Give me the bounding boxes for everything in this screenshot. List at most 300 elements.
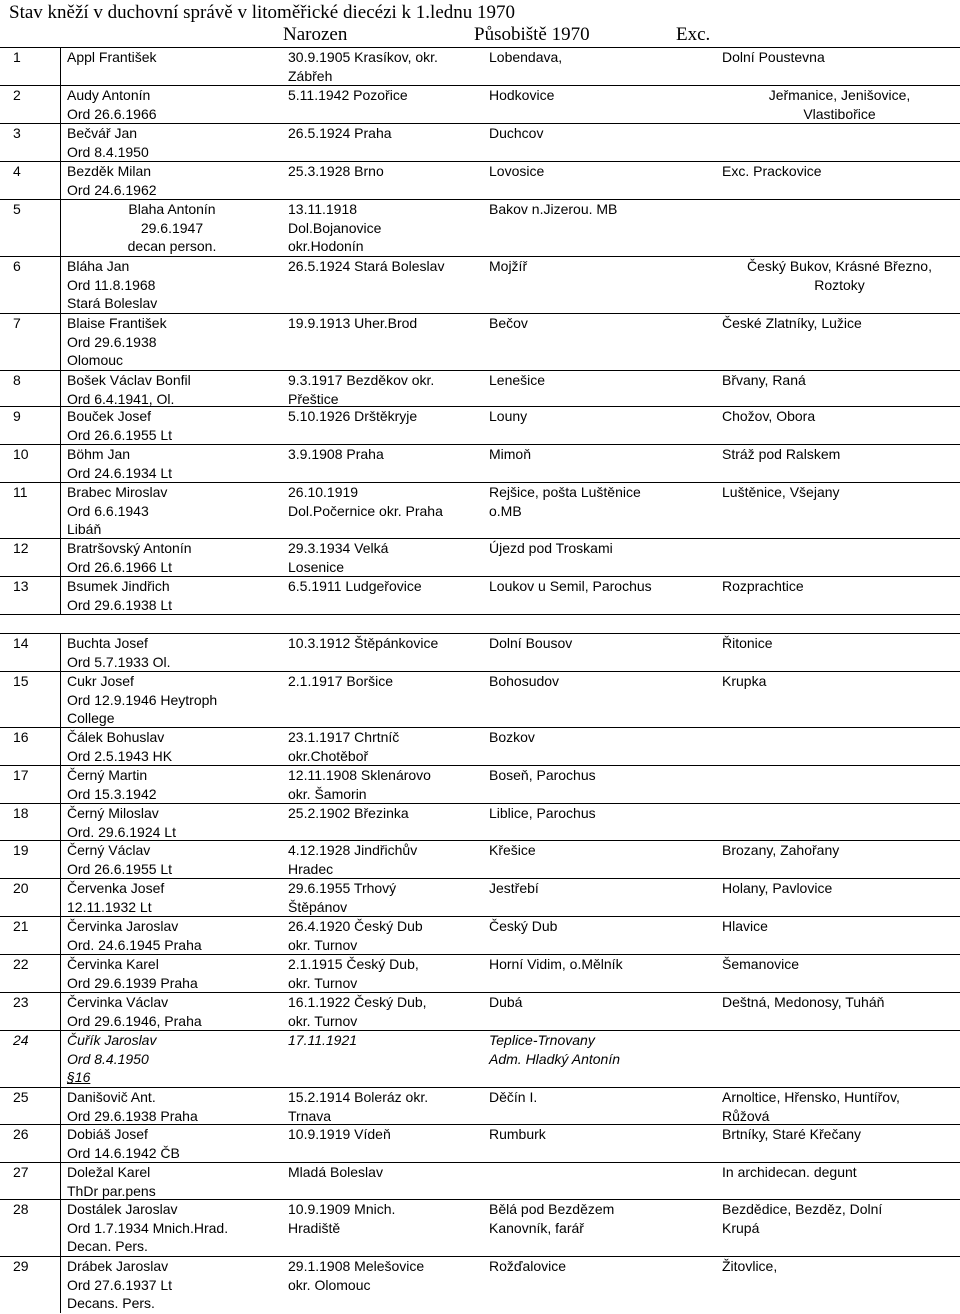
row-number: 14 <box>13 635 29 651</box>
cell-exc <box>722 371 957 390</box>
name-line: Ord 8.4.1950 <box>67 1050 149 1067</box>
born-line: 2.1.1917 Boršice <box>288 673 394 689</box>
cell-name <box>67 257 277 313</box>
cell-name <box>67 314 277 370</box>
table-row <box>0 1124 960 1163</box>
cell-place <box>489 162 719 181</box>
cell-place <box>489 804 719 823</box>
exc-line: Exc. Prackovice <box>722 163 822 179</box>
row-number: 11 <box>13 484 28 500</box>
exc-line: Hlavice <box>722 918 768 934</box>
born-line: 26.10.1919 <box>288 484 359 500</box>
cell-place <box>489 407 719 426</box>
cell-name <box>67 672 277 728</box>
cell-born <box>288 257 483 276</box>
cell-name <box>67 371 277 408</box>
cell-exc <box>722 577 957 596</box>
exc-line: Šemanovice <box>722 956 800 972</box>
cell-born <box>288 1257 483 1294</box>
name-line: Stará Boleslav <box>67 295 158 311</box>
table-row <box>0 538 960 577</box>
cell-exc <box>722 162 957 181</box>
page-title: Stav kněží v duchovní správě v litoměřické diecézi k 1.lednu 1970 <box>9 2 515 23</box>
cell-exc <box>722 86 957 123</box>
cell-born <box>288 124 483 143</box>
born-line: 30.9.1905 Krasíkov, okr. <box>288 49 438 65</box>
row-number: 19 <box>13 842 29 858</box>
exc-line: Řitonice <box>722 635 773 651</box>
name-line: Böhm Jan <box>67 446 131 462</box>
cell-place <box>489 993 719 1012</box>
born-line: 10.9.1919 Vídeň <box>288 1126 391 1142</box>
cell-name <box>67 1163 277 1200</box>
cell-place <box>489 634 719 653</box>
cell-name <box>67 124 277 161</box>
born-line: Dol.Bojanovice <box>288 219 382 236</box>
exc-line: Vlastibořice <box>803 105 876 122</box>
cell-exc <box>722 483 957 502</box>
name-line: Bláha Jan <box>67 258 130 274</box>
cell-born <box>288 804 483 823</box>
place-line: Adm. Hladký Antonín <box>489 1050 620 1067</box>
name-line: Ord 29.6.1939 Praha <box>67 974 198 991</box>
name-line: Decans. Pers. <box>67 1295 155 1311</box>
cell-name <box>67 879 277 916</box>
cell-exc <box>722 955 957 974</box>
cell-name <box>67 1125 277 1162</box>
exc-line: Dolní Poustevna <box>722 49 825 65</box>
name-line: Blaha Antonín <box>128 201 216 217</box>
name-line: Ord 29.6.1938 <box>67 333 157 350</box>
column-divider <box>60 47 61 614</box>
cell-place <box>489 314 719 333</box>
exc-line: Žitovlice, <box>722 1258 778 1274</box>
cell-born <box>288 407 483 426</box>
row-number: 21 <box>13 918 29 934</box>
cell-born <box>288 993 483 1030</box>
row-number: 7 <box>13 315 21 331</box>
cell-place <box>489 124 719 143</box>
cell-born <box>288 955 483 992</box>
name-line: Ord 15.3.1942 <box>67 785 157 802</box>
name-line: §16 <box>67 1069 91 1085</box>
name-line: Cukr Josef <box>67 673 134 689</box>
exc-line: Krupá <box>722 1219 760 1236</box>
cell-place <box>489 955 719 974</box>
name-line: Ord 24.6.1934 Lt <box>67 464 173 481</box>
row-number: 24 <box>13 1032 29 1048</box>
born-line: 12.11.1908 Sklenárovo <box>288 767 431 783</box>
row-number: 27 <box>13 1164 29 1180</box>
name-line: Červenka Josef <box>67 880 165 896</box>
name-line: Ord 26.6.1966 <box>67 105 157 122</box>
place-line: Loukov u Semil, Parochus <box>489 578 652 594</box>
name-line: Ord 24.6.1962 <box>67 181 157 198</box>
cell-born <box>288 917 483 954</box>
header-exc: Exc. <box>676 24 711 45</box>
cell-place <box>489 1257 719 1276</box>
cell-name <box>67 539 277 576</box>
cell-place <box>489 672 719 691</box>
cell-exc <box>722 1163 957 1182</box>
exc-line: Stráž pod Ralskem <box>722 446 841 462</box>
place-line: Křešice <box>489 842 536 858</box>
born-line: okr. Olomouc <box>288 1276 371 1293</box>
cell-name <box>67 728 277 765</box>
name-line: Ord 27.6.1937 Lt <box>67 1276 173 1293</box>
table-row <box>0 992 960 1031</box>
place-line: Jestřebí <box>489 880 539 896</box>
name-line: Ord 26.6.1955 Lt <box>67 860 173 877</box>
name-line: Černý Martin <box>67 767 148 783</box>
place-line: Újezd pod Troskami <box>489 540 613 556</box>
cell-exc <box>722 841 957 860</box>
table-row <box>0 803 960 841</box>
cell-name <box>67 634 277 671</box>
place-line: Mimoň <box>489 446 532 462</box>
cell-name <box>67 766 277 803</box>
row-number: 28 <box>13 1201 29 1217</box>
table-row <box>0 85 960 124</box>
table-bottom-border <box>0 614 960 615</box>
cell-place <box>489 841 719 860</box>
name-line: Bsumek Jindřich <box>67 578 170 594</box>
born-line: Zábřeh <box>288 67 333 84</box>
place-line: Horní Vidim, o.Mělník <box>489 956 623 972</box>
exc-line: Krupka <box>722 673 767 689</box>
cell-name <box>67 577 277 614</box>
cell-exc <box>722 917 957 936</box>
cell-exc <box>722 1200 957 1237</box>
cell-born <box>288 48 483 85</box>
name-line: Ord 6.4.1941, Ol. <box>67 390 175 407</box>
cell-exc <box>722 257 957 294</box>
place-line: Dolní Bousov <box>489 635 573 651</box>
table-row <box>0 406 960 445</box>
table-row <box>0 47 960 86</box>
born-line: 10.3.1912 Štěpánkovice <box>288 635 439 651</box>
cell-born <box>288 1163 483 1182</box>
cell-place <box>489 917 719 936</box>
row-number: 22 <box>13 956 29 972</box>
born-line: Štěpánov <box>288 898 348 915</box>
row-number: 13 <box>13 578 29 594</box>
name-line: Černý Václav <box>67 842 151 858</box>
table-row <box>0 256 960 314</box>
born-line: 19.9.1913 Uher.Brod <box>288 315 418 331</box>
name-line: Ord 26.6.1966 Lt <box>67 558 173 575</box>
name-line: Appl František <box>67 49 157 65</box>
cell-name <box>67 1088 277 1125</box>
row-number: 4 <box>13 163 21 179</box>
cell-born <box>288 86 483 105</box>
cell-born <box>288 879 483 916</box>
cell-exc <box>722 1257 957 1276</box>
table-row <box>0 840 960 879</box>
place-line: Bakov n.Jizerou. MB <box>489 201 618 217</box>
place-line: Bečov <box>489 315 528 331</box>
name-line: Ord 5.7.1933 Ol. <box>67 653 171 670</box>
cell-place <box>489 879 719 898</box>
born-line: Trnava <box>288 1107 332 1124</box>
table-row <box>0 370 960 407</box>
cell-born <box>288 1088 483 1125</box>
table-row <box>0 576 960 615</box>
cell-name <box>67 917 277 954</box>
place-line: Rumburk <box>489 1126 546 1142</box>
cell-exc <box>722 1125 957 1144</box>
born-line: Hradec <box>288 860 334 877</box>
born-line: 25.3.1928 Brno <box>288 163 384 179</box>
table-row <box>0 916 960 955</box>
name-line: Ord 29.6.1938 Praha <box>67 1107 198 1124</box>
born-line: okr.Chotěboř <box>288 747 369 764</box>
born-line: 23.1.1917 Chrtníč <box>288 729 400 745</box>
table-row <box>0 1087 960 1125</box>
place-line: Rejšice, pošta Luštěnice <box>489 484 641 500</box>
row-number: 17 <box>13 767 29 783</box>
table-row <box>0 633 960 672</box>
name-line: Ord. 29.6.1924 Lt <box>67 823 176 840</box>
cell-place <box>489 1125 719 1144</box>
cell-born <box>288 371 483 408</box>
table-row <box>0 444 960 483</box>
born-line: Hradiště <box>288 1219 341 1236</box>
row-number: 26 <box>13 1126 29 1142</box>
row-number: 23 <box>13 994 29 1010</box>
exc-line: Růžová <box>722 1107 770 1124</box>
cell-place <box>489 1031 719 1068</box>
born-line: okr. Turnov <box>288 974 358 991</box>
cell-name <box>67 483 277 539</box>
born-line: Přeštice <box>288 390 339 407</box>
name-line: ThDr par.pens <box>67 1182 156 1199</box>
row-number: 10 <box>13 446 29 462</box>
born-line: 15.2.1914 Boleráz okr. <box>288 1089 429 1105</box>
name-line: Danišovič Ant. <box>67 1089 156 1105</box>
cell-exc <box>722 314 957 333</box>
cell-place <box>489 371 719 390</box>
cell-name <box>67 200 277 256</box>
cell-name <box>67 955 277 992</box>
place-line: Lenešice <box>489 372 546 388</box>
name-line: Audy Antonín <box>67 87 151 103</box>
row-number: 18 <box>13 805 29 821</box>
exc-line: In archidecan. degunt <box>722 1164 857 1180</box>
exc-line: Brtníky, Staré Křečany <box>722 1126 862 1142</box>
cell-place <box>489 257 719 276</box>
cell-born <box>288 314 483 333</box>
name-line: Bouček Josef <box>67 408 152 424</box>
row-number: 6 <box>13 258 21 274</box>
exc-line: Chožov, Obora <box>722 408 816 424</box>
name-line: Ord 1.7.1934 Mnich.Hrad. <box>67 1219 229 1236</box>
cell-name <box>67 1257 277 1313</box>
cell-place <box>489 539 719 558</box>
row-number: 20 <box>13 880 29 896</box>
name-line: Ord 11.8.1968 <box>67 276 156 293</box>
cell-exc <box>722 879 957 898</box>
table-row <box>0 1030 960 1088</box>
row-number: 12 <box>13 540 29 556</box>
name-line: decan person. <box>127 238 217 254</box>
cell-place <box>489 483 719 520</box>
name-line: Decan. Pers. <box>67 1238 148 1254</box>
place-line: Lobendava, <box>489 49 563 65</box>
table-row <box>0 482 960 539</box>
name-line: Červinka Jaroslav <box>67 918 179 934</box>
cell-born <box>288 445 483 464</box>
row-number: 3 <box>13 125 21 141</box>
place-line: o.MB <box>489 502 522 519</box>
row-number: 25 <box>13 1089 29 1105</box>
exc-line: Jeřmanice, Jenišovice, <box>768 87 911 103</box>
born-line: 17.11.1921 <box>288 1032 358 1048</box>
born-line: 26.5.1924 Stará Boleslav <box>288 258 445 274</box>
cell-exc <box>722 48 957 67</box>
name-line: Červinka Václav <box>67 994 169 1010</box>
place-line: Děčín I. <box>489 1089 538 1105</box>
row-number: 1 <box>13 49 21 65</box>
name-line: Dobiáš Josef <box>67 1126 148 1142</box>
name-line: Ord. 24.6.1945 Praha <box>67 936 202 953</box>
born-line: Losenice <box>288 558 345 575</box>
cell-born <box>288 766 483 803</box>
cell-exc <box>722 634 957 653</box>
cell-born <box>288 539 483 576</box>
table-row <box>0 671 960 728</box>
cell-exc <box>722 445 957 464</box>
born-line: 13.11.1918 <box>288 201 358 217</box>
cell-born <box>288 841 483 878</box>
cell-place <box>489 86 719 105</box>
born-line: 5.11.1942 Pozořice <box>288 87 408 103</box>
row-number: 8 <box>13 372 21 388</box>
cell-name <box>67 1031 277 1087</box>
born-line: 4.12.1928 Jindřichův <box>288 842 418 858</box>
cell-born <box>288 634 483 653</box>
place-line: Lovosice <box>489 163 545 179</box>
born-line: 6.5.1911 Ludgeřovice <box>288 578 422 594</box>
name-line: Buchta Josef <box>67 635 148 651</box>
name-line: 12.11.1932 Lt <box>67 898 152 915</box>
place-line: Bělá pod Bezdězem <box>489 1201 615 1217</box>
born-line: 29.1.1908 Melešovice <box>288 1258 425 1274</box>
table-row <box>0 1162 960 1200</box>
cell-born <box>288 162 483 181</box>
cell-exc <box>722 407 957 426</box>
exc-line: Arnoltice, Hřensko, Huntířov, <box>722 1089 900 1105</box>
row-number: 15 <box>13 673 29 689</box>
table-row <box>0 765 960 804</box>
name-line: Doležal Karel <box>67 1164 151 1180</box>
cell-place <box>489 766 719 785</box>
cell-name <box>67 993 277 1030</box>
name-line: Bratršovský Antonín <box>67 540 192 556</box>
born-line: 26.5.1924 Praha <box>288 125 392 141</box>
place-line: Liblice, Parochus <box>489 805 596 821</box>
row-number: 9 <box>13 408 21 424</box>
exc-line: České Zlatníky, Lužice <box>722 315 862 331</box>
cell-place <box>489 1200 719 1237</box>
row-number: 16 <box>13 729 29 745</box>
exc-line: Deštná, Medonosy, Tuháň <box>722 994 885 1010</box>
exc-line: Roztoky <box>814 276 865 293</box>
place-line: Dubá <box>489 994 523 1010</box>
column-divider <box>60 633 61 1313</box>
name-line: Bečvář Jan <box>67 125 138 141</box>
exc-line: Luštěnice, Všejany <box>722 484 840 500</box>
born-line: Dol.Počernice okr. Praha <box>288 502 443 519</box>
table-row <box>0 878 960 917</box>
header-born: Narozen <box>283 24 348 45</box>
name-line: Ord 12.9.1946 Heytroph <box>67 691 218 708</box>
place-line: Duchcov <box>489 125 544 141</box>
table-row <box>0 954 960 993</box>
born-line: 25.2.1902 Březinka <box>288 805 409 821</box>
born-line: okr. Šamorin <box>288 785 367 802</box>
born-line: 16.1.1922 Český Dub, <box>288 994 427 1010</box>
name-line: Ord 2.5.1943 HK <box>67 747 173 764</box>
row-number: 2 <box>13 87 21 103</box>
name-line: Bezděk Milan <box>67 163 152 179</box>
exc-line: Břvany, Raná <box>722 372 806 388</box>
cell-place <box>489 200 719 219</box>
born-line: 9.3.1917 Bezděkov okr. <box>288 372 435 388</box>
name-line: Brabec Miroslav <box>67 484 168 500</box>
place-line: Boseň, Parochus <box>489 767 596 783</box>
name-line: Čálek Bohuslav <box>67 729 165 745</box>
cell-exc <box>722 1088 957 1125</box>
cell-exc <box>722 672 957 691</box>
cell-born <box>288 1031 483 1050</box>
table-row <box>0 199 960 257</box>
cell-name <box>67 48 277 67</box>
place-line: Mojžíř <box>489 258 528 274</box>
cell-name <box>67 407 277 444</box>
place-line: Hodkovice <box>489 87 555 103</box>
born-line: 29.3.1934 Velká <box>288 540 389 556</box>
place-line: Bozkov <box>489 729 535 745</box>
name-line: Černý Miloslav <box>67 805 159 821</box>
cell-name <box>67 445 277 482</box>
name-line: Drábek Jaroslav <box>67 1258 169 1274</box>
cell-name <box>67 1200 277 1256</box>
name-line: Bošek Václav Bonfil <box>67 372 191 388</box>
place-line: Bohosudov <box>489 673 560 689</box>
cell-place <box>489 1088 719 1107</box>
name-line: Červinka Karel <box>67 956 159 972</box>
name-line: Ord 6.6.1943 <box>67 502 149 519</box>
name-line: Dostálek Jaroslav <box>67 1201 178 1217</box>
cell-name <box>67 804 277 841</box>
place-line: Rožďalovice <box>489 1258 567 1274</box>
cell-name <box>67 841 277 878</box>
born-line: Mladá Boleslav <box>288 1164 383 1180</box>
exc-line: Bezdědice, Bezděz, Dolní <box>722 1201 883 1217</box>
cell-name <box>67 86 277 123</box>
exc-line: Brozany, Zahořany <box>722 842 840 858</box>
header-place: Působiště 1970 <box>474 24 590 45</box>
name-line: Čuřík Jaroslav <box>67 1032 157 1048</box>
born-line: 10.9.1909 Mnich. <box>288 1201 396 1217</box>
exc-line: Český Bukov, Krásné Březno, <box>747 258 932 274</box>
place-line: Kanovník, farář <box>489 1219 584 1236</box>
cell-place <box>489 577 719 596</box>
name-line: Olomouc <box>67 352 124 368</box>
place-line: Louny <box>489 408 528 424</box>
place-line: Český Dub <box>489 918 558 934</box>
